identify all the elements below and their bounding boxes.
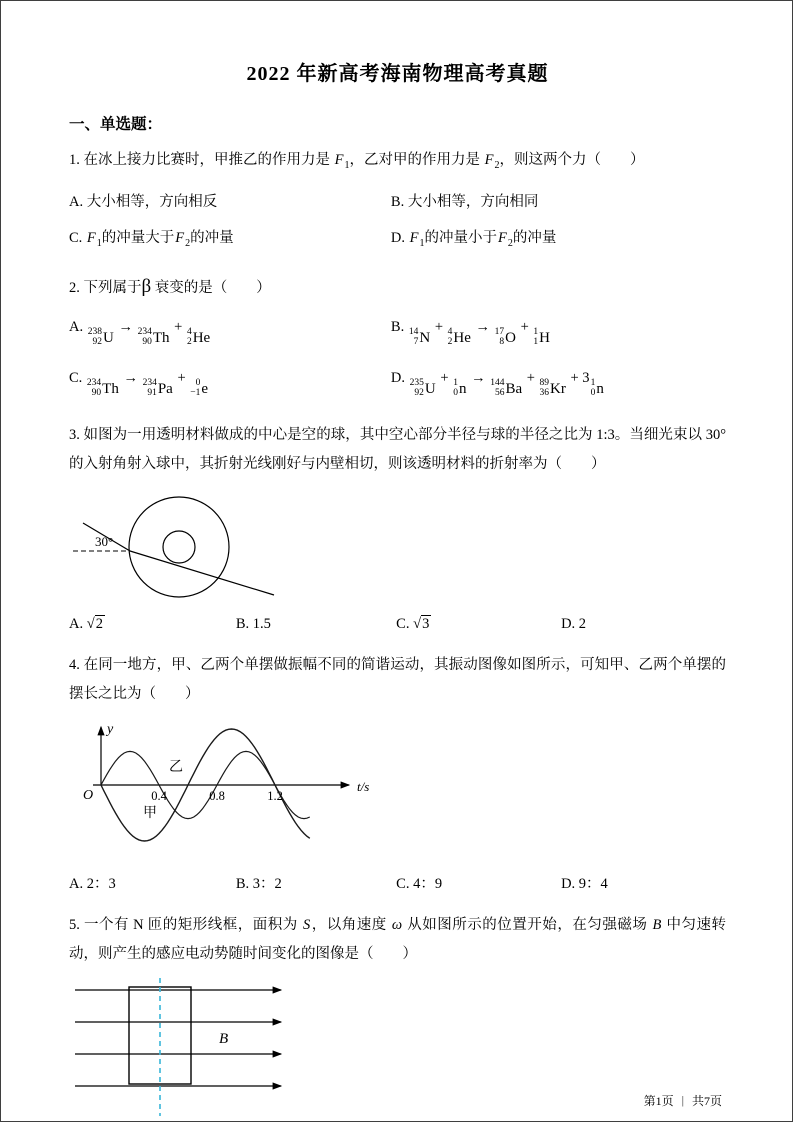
t-axis-label: t/s (357, 778, 370, 794)
incident-angle-label: 30° (95, 533, 114, 549)
option-c: C. √3 (396, 615, 430, 632)
option-b: B. 1.5 (235, 615, 271, 632)
question-3 (69, 421, 726, 639)
series-jia-label: 甲 (143, 805, 157, 821)
option-b: B. 14 7 N + 4 2 He → 17 8 O + 1 1 H (390, 318, 550, 347)
option-d: D. 235 92 U + 1 0 n → 144 56 Ba + 89 36 Kr + 3 1 0 n (390, 369, 604, 398)
question-1-options (69, 184, 726, 262)
footer-total-pages: 共7页 (691, 1094, 722, 1108)
option-a: A. 238 92 U → 234 90 Th + 4 2 He (69, 318, 211, 347)
question-4-options (69, 869, 726, 899)
section-header: 一、单选题： (69, 116, 163, 133)
question-1 (69, 146, 726, 262)
option-b: B. 大小相等，方向相同 (390, 193, 539, 210)
question-2-options (69, 307, 726, 409)
y-axis-label: y (107, 721, 114, 737)
option-d: D. 2 (561, 615, 587, 632)
field-label: B (219, 1030, 229, 1047)
option-d: D. 9：4 (561, 875, 608, 892)
option-c: C. 234 90 Th → 234 91 Pa + 0 −1 e (69, 369, 209, 398)
coil-in-field-diagram (69, 975, 329, 1122)
question-4 (69, 651, 726, 899)
question-3-options (69, 609, 726, 639)
page-footer (644, 1092, 722, 1109)
tick-1.2: 1.2 (267, 788, 283, 803)
pendulum-oscillation-graph (69, 715, 389, 865)
question-3-stem: 3. 如图为一用透明材料做成的中心是空的球，其中空心部分半径与球的半径之比为 1:3。当细光束以 30°的入射角射入球中，其折射光线刚好与内壁相切，则该透明材料的折射率为（ ） (69, 426, 726, 472)
tick-0.4: 0.4 (151, 788, 167, 803)
option-d: D. $F_1$的冲量小于$F_2$的冲量 (390, 229, 557, 249)
refraction-diagram (69, 485, 369, 605)
question-2 (69, 274, 726, 409)
page-title: 2022 年新高考海南物理高考真题 (246, 63, 549, 85)
question-4-stem: 4. 在同一地方，甲、乙两个单摆做振幅不同的简谐运动，其振动图像如图所示，可知甲、乙两个单摆的摆长之比为（ ） (69, 656, 726, 702)
origin-label: O (83, 787, 94, 803)
option-c: C. $F_1$的冲量大于$F_2$的冲量 (69, 229, 234, 249)
question-5 (69, 911, 726, 1122)
option-b: B. 3：2 (235, 875, 282, 892)
hollow-core-circle (163, 531, 195, 563)
option-a: A. 大小相等，方向相反 (69, 193, 218, 210)
question-5-stem: 5. 一个有 N 匝的矩形线框，面积为 S，以角速度 ω 从如图所示的位置开始，在匀强磁场 B 中匀速转动，则产生的感应电动势随时间变化的图像是（ ） (69, 916, 726, 962)
question-2-stem: 2. 下列属于β 衰变的是（ ） (69, 275, 271, 297)
footer-current-page: 第1页 (643, 1094, 674, 1108)
outer-sphere-circle (129, 497, 229, 597)
option-a: A. 2：3 (69, 875, 116, 892)
series-yi-label: 乙 (169, 759, 183, 775)
tick-0.8: 0.8 (209, 788, 225, 803)
question-1-stem: 1. 在冰上接力比赛时，甲推乙的作用力是 $F_1$，乙对甲的作用力是 $F_2$，则这两个力（ ） (69, 152, 645, 171)
option-a: A. √2 (69, 615, 103, 632)
option-c: C. 4：9 (396, 875, 443, 892)
footer-divider: | (681, 1093, 684, 1107)
